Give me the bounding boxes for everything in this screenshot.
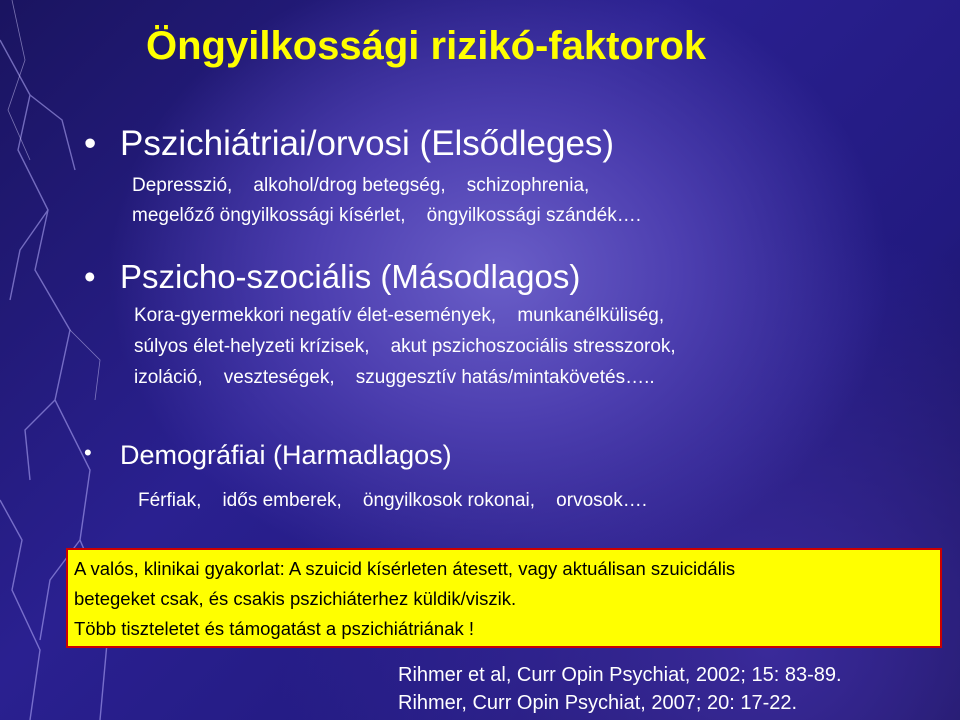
heading-text: Pszichiátriai/orvosi (Elsődleges) (120, 124, 615, 163)
section-line: Depresszió, alkohol/drog betegség, schizophrenia, (132, 175, 590, 196)
heading-text: Pszicho-szociális (Másodlagos) (120, 258, 581, 295)
section-line: Férfiak, idős emberek, öngyilkosok rokonai, orvosok…. (138, 490, 647, 511)
clinical-practice-callout (66, 548, 942, 648)
callout-line: betegeket csak, és csakis pszichiáterhez küldik/viszik. (74, 588, 517, 609)
bullet-dot: • (84, 124, 97, 163)
slide-title: Öngyilkossági rizikó-faktorok (146, 24, 707, 68)
reference: Rihmer et al, Curr Opin Psychiat, 2002; 15: 83-89. (398, 664, 842, 686)
section-line: izoláció, veszteségek, szuggesztív hatás/mintakövetés….. (134, 367, 655, 388)
section-line: súlyos élet-helyzeti krízisek, akut pszichoszociális stresszorok, (134, 336, 676, 357)
reference: Rihmer, Curr Opin Psychiat, 2007; 20: 17-22. (398, 692, 798, 714)
section-line: megelőző öngyilkossági kísérlet, öngyilkossági szándék…. (132, 205, 642, 226)
section-line: Kora-gyermekkori negatív élet-események, munkanélküliség, (134, 305, 665, 326)
bullet-dot: • (84, 258, 96, 295)
callout-line: Több tiszteletet és támogatást a pszichiátriának ! (74, 618, 475, 639)
bullet-dot: • (84, 440, 92, 465)
callout-line: A valós, klinikai gyakorlat: A szuicid kísérleten átesett, vagy aktuálisan szuicidális (74, 558, 736, 579)
heading-text: Demográfiai (Harmadlagos) (120, 440, 452, 470)
